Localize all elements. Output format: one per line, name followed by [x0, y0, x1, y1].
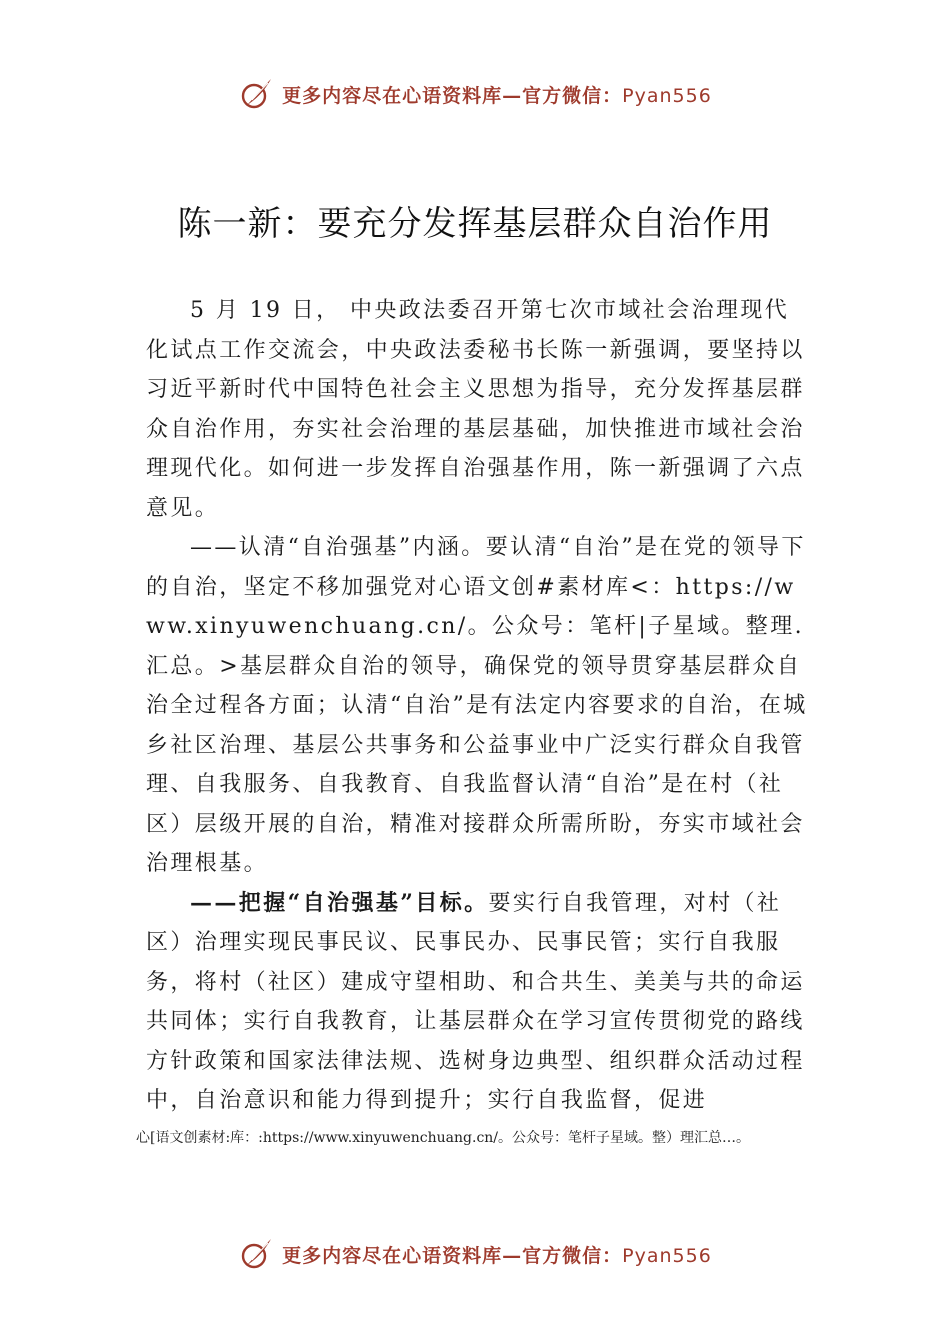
- paragraph-intro: 5 月 19 日， 中央政法委召开第七次市域社会治理现代化试点工作交流会，中央政法委秘书长陈一新强调，要坚持以习近平新时代中国特色社会主义思想为指导，充分发挥基层群众自治作用，夯实社会治理的基层基础，加快推进市域社会治理现代化。如何进一步发挥自治强基作用，陈一新强调了六点意见。: [146, 298, 805, 521]
- paragraph-goal-text: 要实行自我管理，对村（社区）治理实现民事民议、民事民办、民事民管；实行自我服务，将村（社区）建成守望相助、和合共生、美美与共的命运共同体；实行自我教育，让基层群众在学习宣传贯彻党的路线方针政策和国家法律法规、选树身边典型、组织群众活动过程中，自治意识和能力得到提升；实行自我监督，促进: [146, 890, 805, 1113]
- feather-logo-icon: [238, 76, 274, 112]
- banner-label: 更多内容尽在心语资料库—官方微信：: [282, 1244, 623, 1267]
- paragraph-goal: [146, 884, 808, 1121]
- footnote: 心[语文创素材:库：:https://www.xinyuwenchuang.cn/。公众号：笔杆子星域。整）理汇总…。: [136, 1130, 751, 1146]
- banner-label: 更多内容尽在心语资料库—官方微信：: [282, 84, 623, 107]
- footer-banner: [0, 1234, 950, 1274]
- paragraph-connotation: ——认清“自治强基”内涵。要认清“自治”是在党的领导下的自治，坚定不移加强党对心语文创#素材库<：https://www.xinyuwenchuang.cn/。公众号：笔杆|子星域。整理.汇总。>基层群众自治的领导，确保党的领导贯穿基层群众自治全过程各方面；认清“自治”是有法定内容要求的自治，在城乡社区治理、基层公共事务和公益事业中广泛实行群众自我管理、自我服务、自我教育、自我监督认清“自治”是在村（社区）层级开展的自治，精准对接群众所需所盼，夯实市域社会治理根基。: [146, 535, 808, 876]
- wechat-id: Pyan556: [622, 84, 712, 107]
- header-banner: [0, 74, 950, 114]
- feather-logo-icon: [238, 1236, 274, 1272]
- article-body: [146, 291, 808, 1121]
- banner-text: [282, 1241, 712, 1268]
- wechat-id: Pyan556: [622, 1244, 712, 1267]
- page-title: 陈一新：要充分发挥基层群众自治作用: [177, 204, 773, 244]
- banner-text: [282, 81, 712, 108]
- paragraph-goal-heading: ——把握“自治强基”目标。: [190, 889, 489, 916]
